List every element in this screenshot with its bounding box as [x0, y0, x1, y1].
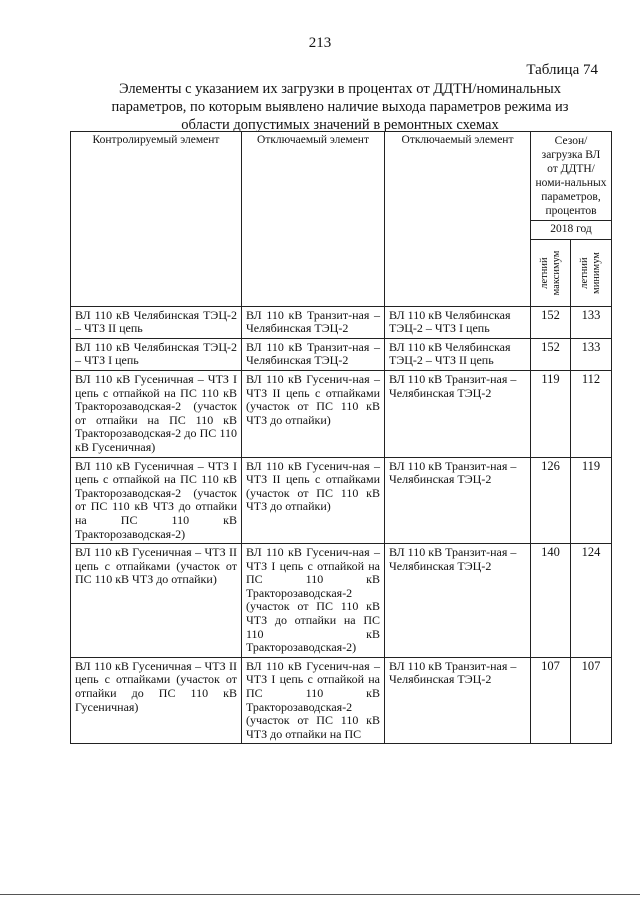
summer-min-label: летний минимум: [579, 251, 602, 294]
disconnected-element-1-cell: ВЛ 110 кВ Гусенич-ная – ЧТЗ II цепь с отпайками (участок от ПС 110 кВ ЧТЗ до отпайки): [242, 457, 385, 544]
summer-min-value: 133: [571, 306, 612, 338]
header-summer-max: [531, 239, 571, 306]
page-bottom-rule: [0, 894, 640, 895]
summer-max-value: 119: [531, 370, 571, 457]
header-row: [71, 132, 612, 221]
controlled-element-cell: ВЛ 110 кВ Челябинская ТЭЦ-2 – ЧТЗ II цепь: [71, 306, 242, 338]
disconnected-element-2-cell: ВЛ 110 кВ Челябинская ТЭЦ-2 – ЧТЗ I цепь: [385, 306, 531, 338]
load-table: [70, 131, 612, 744]
table-label: Таблица 74: [526, 62, 598, 78]
summer-max-value: 152: [531, 306, 571, 338]
disconnected-element-1-cell: ВЛ 110 кВ Гусенич-ная – ЧТЗ I цепь с отпайкой на ПС 110 кВ Тракторозаводская-2 (участок от ПС 110 кВ ЧТЗ до отпайки на ПС: [242, 657, 385, 744]
page-number: 213: [308, 35, 332, 51]
table-caption: Элементы с указанием их загрузки в процентах от ДДТН/номинальных параметров, по которым выявлено наличие выхода параметров режима из области допустимых значений в ремонтных схемах: [111, 81, 569, 133]
controlled-element-cell: ВЛ 110 кВ Гусеничная – ЧТЗ I цепь с отпайкой на ПС 110 кВ Тракторозаводская-2 (участок от ПС 110 кВ ЧТЗ до отпайки на ПС 110 кВ Тракторозаводская-2): [71, 457, 242, 544]
disconnected-element-1-cell: ВЛ 110 кВ Транзит-ная – Челябинская ТЭЦ-2: [242, 338, 385, 370]
disconnected-element-1-cell: ВЛ 110 кВ Гусенич-ная – ЧТЗ II цепь с отпайками (участок от ПС 110 кВ ЧТЗ до отпайки): [242, 370, 385, 457]
summer-min-value: 119: [571, 457, 612, 544]
summer-max-value: 140: [531, 544, 571, 658]
table-row: [71, 306, 612, 338]
header-year: 2018 год: [531, 221, 612, 240]
controlled-element-cell: ВЛ 110 кВ Гусеничная – ЧТЗ II цепь с отпайками (участок от отпайки до ПС 110 кВ Гусеничная): [71, 657, 242, 744]
header-controlled-element: Контролируемый элемент: [71, 132, 242, 307]
summer-max-value: 126: [531, 457, 571, 544]
disconnected-element-2-cell: ВЛ 110 кВ Челябинская ТЭЦ-2 – ЧТЗ II цепь: [385, 338, 531, 370]
disconnected-element-1-cell: ВЛ 110 кВ Гусенич-ная – ЧТЗ I цепь с отпайкой на ПС 110 кВ Тракторозаводская-2 (участок от ПС 110 кВ ЧТЗ до отпайки на ПС 110 кВ Тракторозаводская-2): [242, 544, 385, 658]
table-row: [71, 338, 612, 370]
summer-min-value: 107: [571, 657, 612, 744]
table-row: [71, 657, 612, 744]
disconnected-element-1-cell: ВЛ 110 кВ Транзит-ная – Челябинская ТЭЦ-2: [242, 306, 385, 338]
summer-max-value: 107: [531, 657, 571, 744]
summer-min-value: 112: [571, 370, 612, 457]
disconnected-element-2-cell: ВЛ 110 кВ Транзит-ная – Челябинская ТЭЦ-2: [385, 457, 531, 544]
disconnected-element-2-cell: ВЛ 110 кВ Транзит-ная – Челябинская ТЭЦ-2: [385, 370, 531, 457]
controlled-element-cell: ВЛ 110 кВ Гусеничная – ЧТЗ II цепь с отпайками (участок от ПС 110 кВ ЧТЗ до отпайки): [71, 544, 242, 658]
summer-min-value: 124: [571, 544, 612, 658]
header-disconnected-element-2: Отключаемый элемент: [385, 132, 531, 307]
table-row: [71, 544, 612, 658]
header-disconnected-element-1: Отключаемый элемент: [242, 132, 385, 307]
controlled-element-cell: ВЛ 110 кВ Челябинская ТЭЦ-2 – ЧТЗ I цепь: [71, 338, 242, 370]
summer-max-label: летний максимум: [538, 250, 562, 295]
header-season-load: Сезон/ загрузка ВЛ от ДДТН/номи-нальных параметров, процентов: [531, 132, 612, 221]
disconnected-element-2-cell: ВЛ 110 кВ Транзит-ная – Челябинская ТЭЦ-2: [385, 544, 531, 658]
table-row: [71, 370, 612, 457]
table-row: [71, 457, 612, 544]
header-summer-min: [571, 239, 612, 306]
summer-max-value: 152: [531, 338, 571, 370]
disconnected-element-2-cell: ВЛ 110 кВ Транзит-ная – Челябинская ТЭЦ-2: [385, 657, 531, 744]
summer-min-value: 133: [571, 338, 612, 370]
controlled-element-cell: ВЛ 110 кВ Гусеничная – ЧТЗ I цепь с отпайкой на ПС 110 кВ Тракторозаводская-2 (участок от отпайки на ПС 110 кВ Тракторозаводская-2 до ПС 110 кВ Гусеничная): [71, 370, 242, 457]
